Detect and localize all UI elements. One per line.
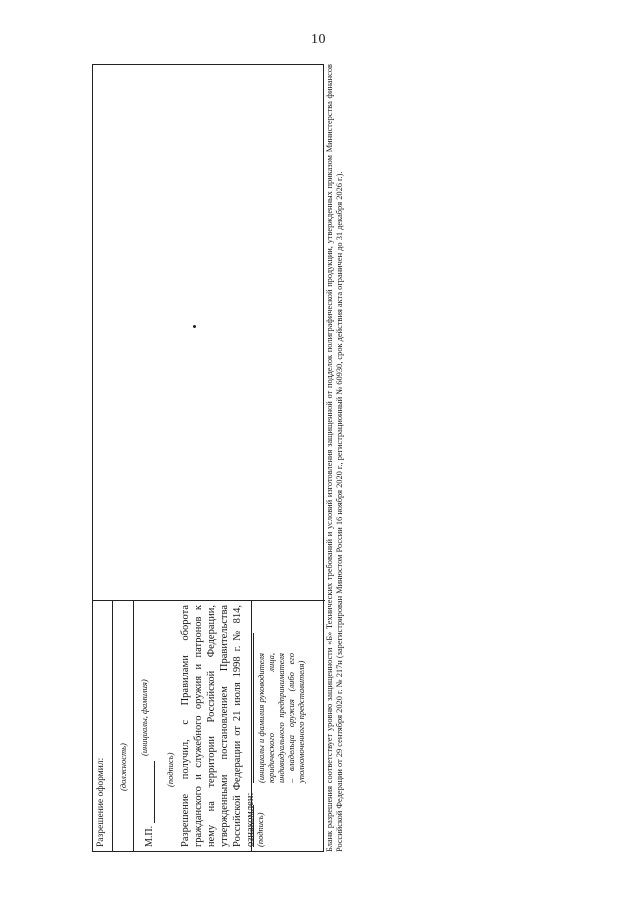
page-number: 10 [311,32,326,47]
column-divider [93,600,325,601]
footnote-text: Бланк разрешения соответствует уровню защищенности «Б» Технических требований и условий изготовления защищенной от подделок полиграфической продукции, утвержденных приказом Министерства финансов Российской Федерации от 29 сентября 2020 г. № 217н (зарегистрирован Минюстом России 16 ноября 2020 г., регистрационный № 60930, срок действия акта ограничен до 31 декабря 2026 г.). [325,64,344,852]
recipient-line [253,633,254,783]
rotated-form-sheet [92,64,354,852]
stray-dot-mark [193,325,196,328]
recipient-caption: (инициалы и фамилия руководителя юридического лица, индивидуального предпринимателя – владельца оружия (либо его уполномоченного представителя) [256,653,306,783]
row-line-1 [112,601,113,851]
initials-caption: (инициалы, фамилия) [139,679,149,756]
permit-form-table [92,64,324,852]
acknowledgement-text: Разрешение получил, с Правилами оборота гражданского и служебного оружия и патронов к нему на территории Российской Федерации, утвержденными постановлением Правительства Российской Федерации от 21 июля 1998 г. № 814, ознакомлен: [180,605,256,847]
permit-issued-label: Разрешение оформил: [96,757,106,847]
seal-label: М.П. [144,825,155,847]
row-line-3 [251,601,252,851]
row-line-2 [133,601,134,851]
signature-line [253,805,254,847]
seal-underline [154,761,155,823]
position-caption: (должность) [118,743,128,791]
signature-caption: (подпись) [165,752,175,787]
signature-caption-2: (подпись) [255,812,265,847]
